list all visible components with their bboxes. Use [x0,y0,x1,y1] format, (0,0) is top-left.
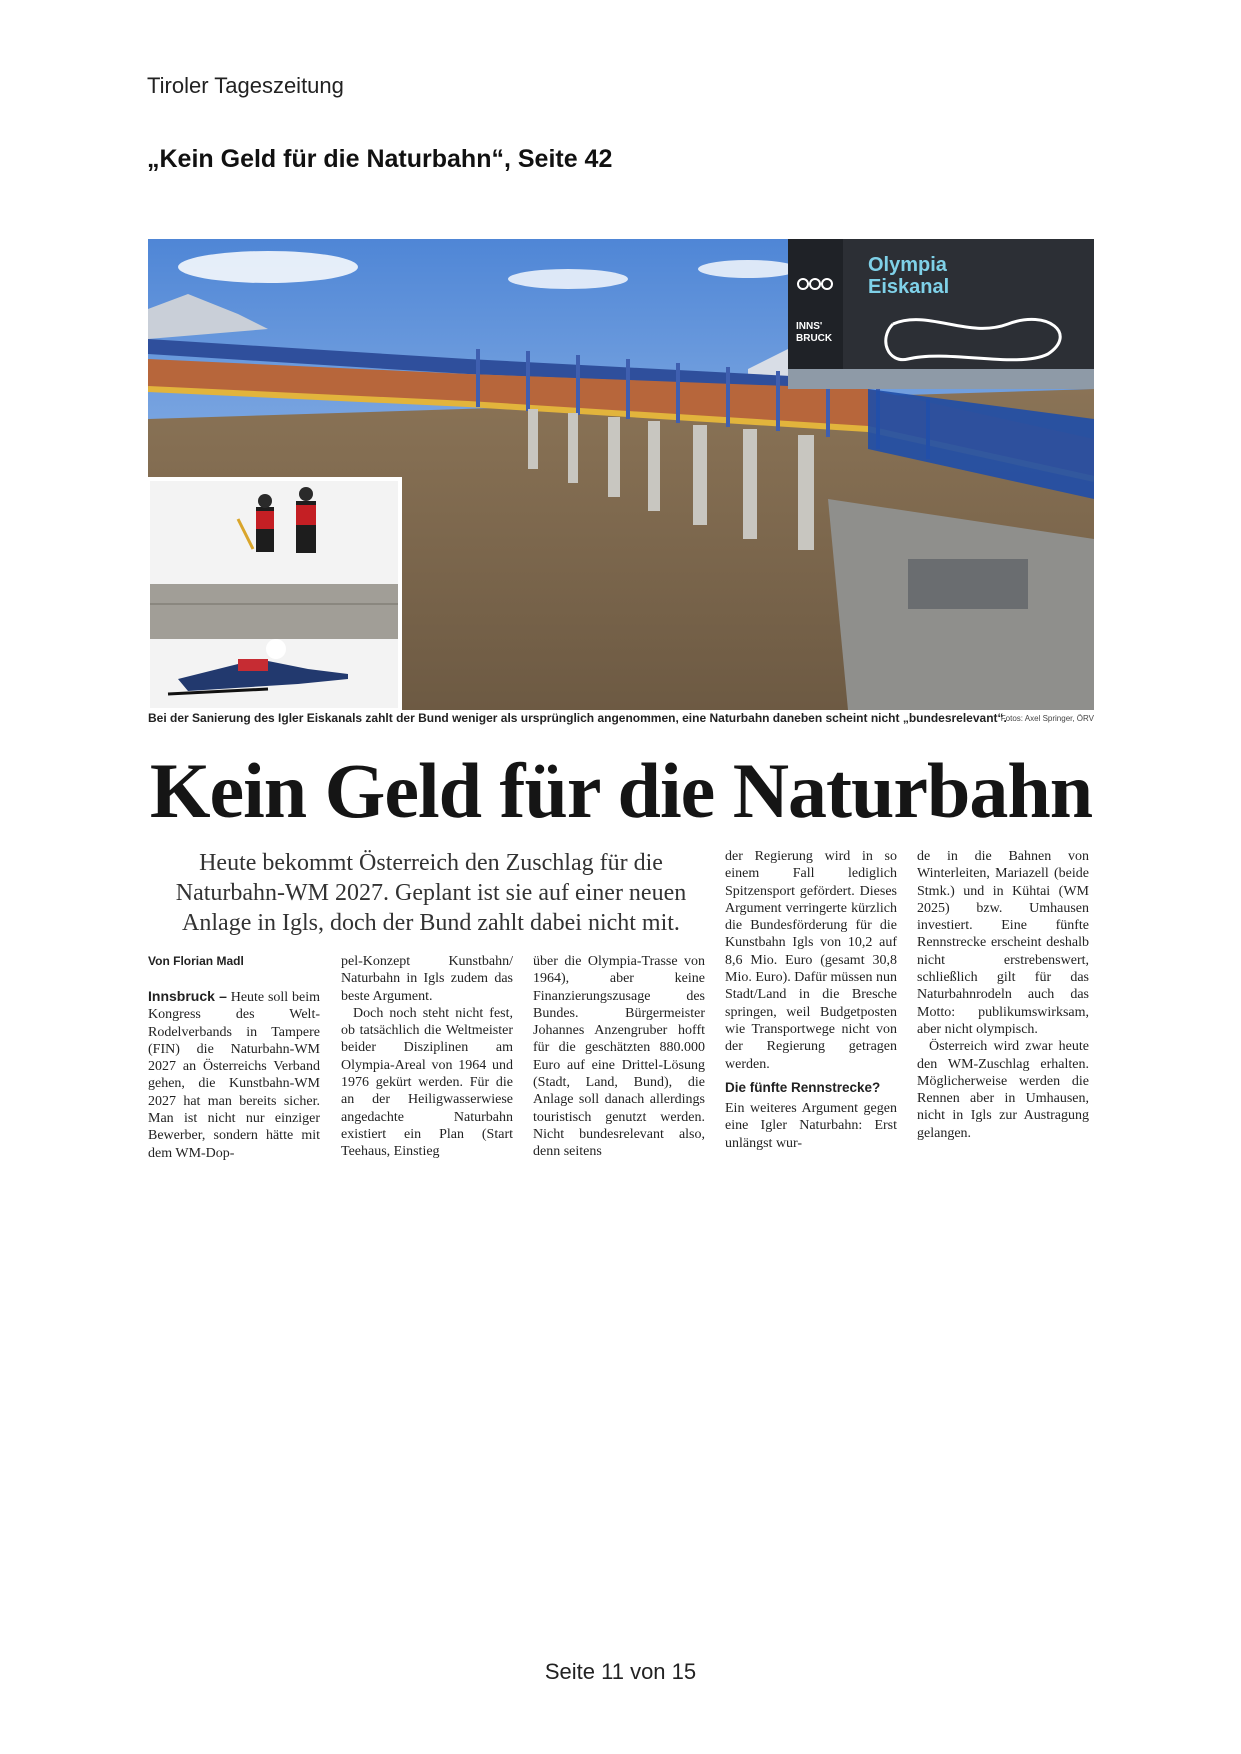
column-3-text: über die Olympia-Trasse von 1964), aber keine Finanzierungszusage des Bundes. Bürgermeister Johannes Anzengruber hofft für die geschätzten 880.000 Euro auf eine Drittel-Lösung (Stadt, Land, Bund), die Anlage soll danach allerdings touristisch genutzt werden. Nicht bundesrelevant also, denn seitens [533,954,705,1160]
photo-credit: Fotos: Axel Springer, ÖRV [1000,714,1094,723]
article-column-5 [917,848,1089,1142]
article-column-2 [341,953,513,1161]
sign-city-line1: INNS' [796,321,823,332]
article-byline: Von Florian Madl [148,954,244,968]
sign-eiskanal: Eiskanal [868,276,950,298]
column-2-paragraph-1: pel-Konzept Kunstbahn/ Naturbahn in Igls zudem das beste Argument. [341,954,513,1004]
column-1-text: Heute soll beim Kongress des Welt-Rodelverbands in Tampere (FIN) die Naturbahn-WM 2027 an Österreichs Verband gehen, die Kunstbahn-WM 2027 hat man bereits sicher. Man ist nicht nur einziger Bewerber, sondern hätte mit dem WM-Dop- [148,990,320,1161]
article-photo [148,239,1094,710]
sign-olympia: Olympia [868,254,947,276]
column-4-text-2: Ein weiteres Argument gegen eine Igler Naturbahn: Erst unlängst wur- [725,1101,897,1151]
article-column-3 [533,953,705,1161]
dateline: Innsbruck – [148,988,227,1004]
article-lead: Heute bekommt Österreich den Zuschlag für die Naturbahn-WM 2027. Geplant ist sie auf einer neuen Anlage in Igls, doch der Bund zahlt dabei nicht mit. [175,850,687,936]
article-column-1 [148,988,320,1162]
article-reference-title: „Kein Geld für die Naturbahn“, Seite 42 [147,145,613,173]
column-5-paragraph-1: de in die Bahnen von Winterleiten, Mariazell (beide Stmk.) und in Kühtai (WM 2025) bzw. Umhausen investiert. Eine fünfte Rennstrecke erscheint deshalb nicht erstrebenswert, schließlich gilt für das Naturbahnrodeln auch das Motto: publikumswirksam, aber nicht olympisch. [917,849,1089,1037]
photo-caption [148,711,1094,725]
article-title: Kein Geld für die Naturbahn [149,747,1093,834]
column-2-paragraph-2: Doch noch steht nicht fest, ob tatsächlich die Weltmeister beider Disziplinen am Olympia-Areal von 1964 und 1976 gekürt werden. Für die an der Heiligwasserwiese angedachte Naturbahn existiert ein Plan (Start Teehaus, Einstieg [341,1005,513,1160]
caption-text: Bei der Sanierung des Igler Eiskanals zahlt der Bund weniger als ursprünglich angenommen, eine Naturbahn daneben scheint nicht „bundesrelevant“. [148,711,1007,725]
page-number: Seite 11 von 15 [544,1659,697,1684]
column-5-paragraph-2: Österreich wird zwar heute den WM-Zuschlag erhalten. Möglicherweise werden die Rennen aber in Umhausen, nicht in Igls zur Austragung gelangen. [917,1039,1089,1141]
newspaper-source: Tiroler Tageszeitung [147,73,344,98]
sign-city-line2: BRUCK [796,333,833,344]
article-subheading: Die fünfte Rennstrecke? [725,1079,881,1095]
column-4-text: der Regierung wird in so einem Fall lediglich Spitzensport gefördert. Dieses Argument verringerte kürzlich die Bundesförderung für die Kunstbahn Igls von 10,2 auf 8,6 Mio. Euro (gesamt 30,8 Mio. Euro). Dafür müssen nun Stadt/Land in die Bresche springen, weil Budgetposten wie Transportwege nicht von der Regierung getragen werden. [725,849,897,1072]
article-column-4 [725,848,897,1152]
inset-photo-luge [148,479,400,710]
